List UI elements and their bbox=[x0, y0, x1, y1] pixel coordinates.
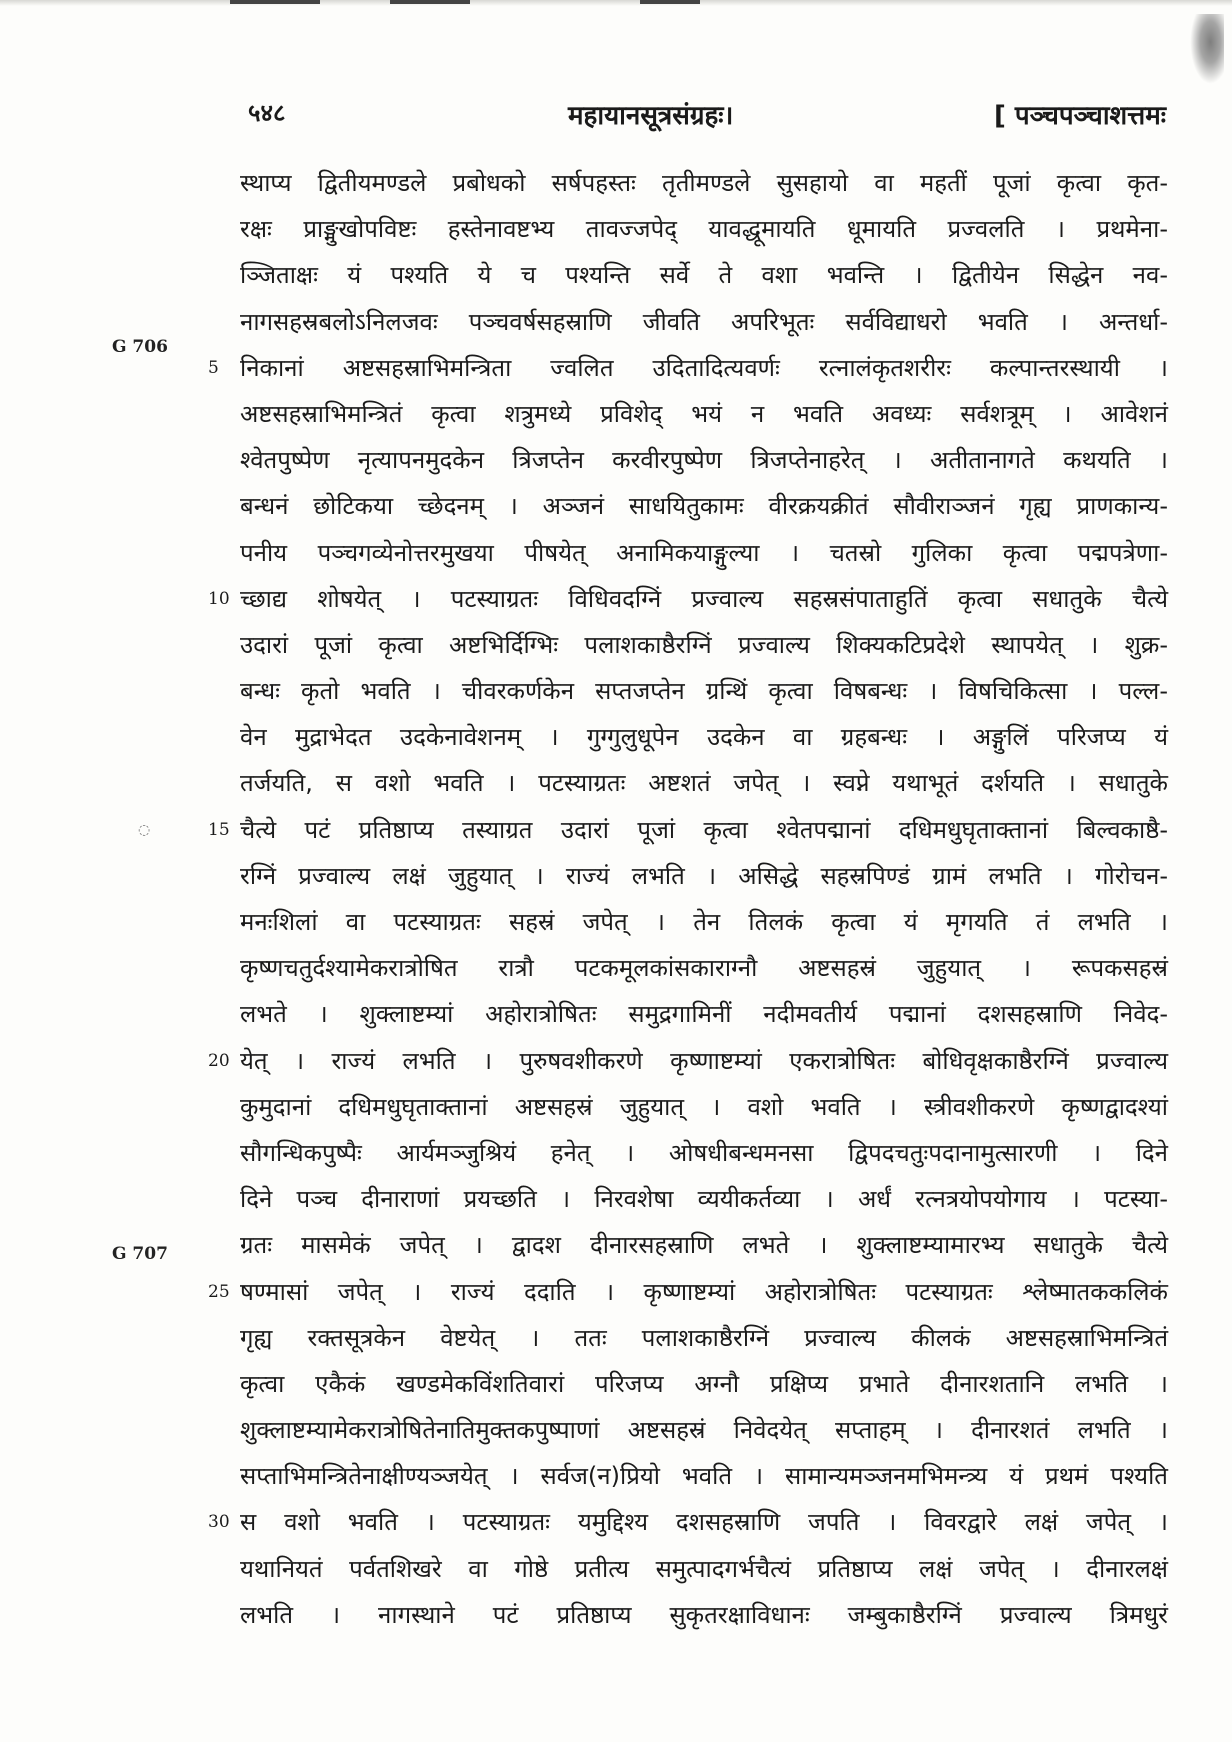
line-number: 5 bbox=[208, 357, 219, 378]
page-corner-stain bbox=[1190, 14, 1224, 84]
line-text: कृष्णचतुर्दश्यामेकरात्रोषित रात्रौ पटकमूलकांसकाराग्नौ अष्टसहस्रं जुहुयात् । रूपकसहस्रं bbox=[240, 954, 1168, 983]
line-text: चैत्ये पटं प्रतिष्ठाप्य तस्याग्रत उदारां पूजां कृत्वा श्वेतपद्मानां दधिमधुघृताक्तानां बिल्वकाष्ठै- bbox=[240, 815, 1168, 844]
line-text: रक्षः प्राङ्मुखोपविष्टः हस्तेनावष्टभ्य तावज्जपेद् यावद्धूमायति धूमायति प्रज्वलति । प्रथमेना- bbox=[240, 215, 1168, 244]
text-line bbox=[240, 391, 1168, 437]
scan-artifact bbox=[230, 0, 320, 4]
line-text: स वशो भवति । पटस्याग्रतः यमुद्दिश्य दशसहस्राणि जपति । विवरद्वारे लक्षं जपेत् । bbox=[240, 1508, 1168, 1537]
text-line bbox=[240, 1084, 1168, 1130]
text-line bbox=[240, 530, 1168, 576]
text-line bbox=[208, 576, 1168, 622]
text-line bbox=[240, 714, 1168, 760]
scan-artifact bbox=[640, 0, 700, 4]
margin-reference: G 706 bbox=[112, 337, 168, 357]
line-text: च्छाद्य शोषयेत् । पटस्याग्रतः विधिवदग्निं प्रज्वाल्य सहस्रसंपाताहुतिं कृत्वा सधातुके चैत्ये bbox=[240, 584, 1168, 613]
line-text: येत् । राज्यं लभति । पुरुषवशीकरणे कृष्णाष्टम्यां एकरात्रोषितः बोधिवृक्षकाष्ठैरग्निं प्रज्वाल्य bbox=[240, 1046, 1168, 1075]
running-title: महायानसूत्रसंग्रहः। bbox=[568, 101, 734, 131]
text-line bbox=[240, 853, 1168, 899]
line-text: स्थाप्य द्वितीयमण्डले प्रबोधको सर्षपहस्तः तृतीमण्डले सुसहायो वा महतीं पूजां कृत्वा कृत- bbox=[240, 169, 1168, 197]
line-text: दिने पञ्च दीनाराणां प्रयच्छति । निरवशेषा व्ययीकर्तव्या । अर्धं रत्नत्रयोपयोगाय । पटस्या- bbox=[240, 1185, 1168, 1214]
text-line bbox=[240, 206, 1168, 252]
line-text: शुक्लाष्टम्यामेकरात्रोषितेनातिमुक्तकपुष्पाणां अष्टसहस्रं निवेदयेत् सप्ताहम् । दीनारशतं लभति । bbox=[240, 1416, 1168, 1445]
text-line bbox=[208, 807, 1168, 853]
line-text: यथानियतं पर्वतशिखरे वा गोष्ठे प्रतीत्य समुत्पादगर्भचैत्यं प्रतिष्ठाप्य लक्षं जपेत् । दीनारलक्षं bbox=[240, 1554, 1168, 1583]
line-text: कुमुदानां दधिमधुघृताक्तानां अष्टसहस्रं जुहुयात् । वशो भवति । स्त्रीवशीकरणे कृष्णद्वादश्यां bbox=[240, 1092, 1168, 1121]
line-text: ग्रतः मासमेकं जपेत् । द्वादश दीनारसहस्राणि लभते । शुक्लाष्टम्यामारभ्य सधातुके चैत्ये bbox=[240, 1231, 1168, 1260]
line-number: 10 bbox=[208, 588, 230, 609]
line-number: 25 bbox=[208, 1281, 230, 1302]
text-line bbox=[208, 1269, 1168, 1315]
line-text: पनीय पञ्चगव्येनोत्तरमुखया पीषयेत् अनामिकयाङ्गुल्या । चतस्रो गुलिका कृत्वा पद्मपत्रेणा- bbox=[240, 538, 1168, 567]
line-text: वेन मुद्राभेदत उदकेनावेशनम् । गुग्गुलुधूपेन उदकेन वा ग्रहबन्धः । अङ्गुलिं परिजप्य यं bbox=[240, 723, 1168, 752]
line-text: अष्टसहस्राभिमन्त्रितं कृत्वा शत्रुमध्ये प्रविशेद् भयं न भवति अवध्यः सर्वशत्रूम् । आवेशनं bbox=[240, 399, 1168, 428]
body-text bbox=[208, 160, 1168, 1638]
text-line bbox=[208, 1038, 1168, 1084]
line-text: षण्मासां जपेत् । राज्यं ददाति । कृष्णाष्टम्यां अहोरात्रोषितः पटस्याग्रतः श्लेष्मातककलिकं bbox=[240, 1277, 1168, 1306]
section-title: [ पञ्चपञ्चाशत्तमः bbox=[994, 101, 1166, 131]
text-line bbox=[240, 1130, 1168, 1176]
line-text: लभते । शुक्लाष्टम्यां अहोरात्रोषितः समुद्रगामिनीं नदीमवतीर्य पद्मानां दशसहस्राणि निवेद- bbox=[240, 1000, 1168, 1029]
text-line bbox=[240, 437, 1168, 483]
line-number: 30 bbox=[208, 1512, 230, 1533]
text-line bbox=[240, 1222, 1168, 1268]
line-text: बन्धनं छोटिकया च्छेदनम् । अञ्जनं साधयितुकामः वीरक्रयक्रीतं सौवीराञ्जनं गृह्य प्राणकान्य- bbox=[240, 492, 1168, 521]
text-line bbox=[240, 1453, 1168, 1499]
text-line bbox=[240, 299, 1168, 345]
text-line bbox=[240, 1361, 1168, 1407]
text-line bbox=[240, 1592, 1168, 1638]
page-number: ५४८ bbox=[248, 99, 286, 127]
text-line bbox=[208, 345, 1168, 391]
text-line bbox=[208, 1499, 1168, 1545]
scan-artifact bbox=[390, 0, 470, 4]
page-header bbox=[248, 96, 1166, 140]
line-text: गृह्य रक्तसूत्रकेन वेष्टयेत् । ततः पलाशकाष्ठैरग्निं प्रज्वाल्य कीलकं अष्टसहस्राभिमन्त्रितं bbox=[240, 1323, 1168, 1352]
line-text: नागसहस्रबलोऽनिलजवः पञ्चवर्षसहस्राणि जीवति अपरिभूतः सर्वविद्याधरो भवति । अन्तर्धा- bbox=[240, 307, 1168, 336]
text-line bbox=[240, 668, 1168, 714]
text-line bbox=[240, 622, 1168, 668]
line-number: 15 bbox=[208, 819, 230, 840]
text-line bbox=[240, 945, 1168, 991]
line-text: लभति । नागस्थाने पटं प्रतिष्ठाप्य सुकृतरक्षाविधानः जम्बुकाष्ठैरग्निं प्रज्वाल्य त्रिमधुरं bbox=[240, 1600, 1168, 1629]
text-line bbox=[240, 252, 1168, 298]
line-text: सप्ताभिमन्त्रितेनाक्षीण्यञ्जयेत् । सर्वज(न)प्रियो भवति । सामान्यमञ्जनमभिमन्त्र्य यं प्रथमं पश्यति bbox=[240, 1462, 1168, 1491]
text-line bbox=[240, 1315, 1168, 1361]
line-text: श्वेतपुष्पेण नृत्यापनमुदकेन त्रिजप्तेन करवीरपुष्पेण त्रिजप्तेनाहरेत् । अतीतानागते कथयति । bbox=[240, 446, 1168, 475]
line-text: रग्निं प्रज्वाल्य लक्षं जुहुयात् । राज्यं लभति । असिद्धे सहस्रपिण्डं ग्रामं लभति । गोरोचन- bbox=[240, 861, 1168, 890]
line-text: निकानां अष्टसहस्राभिमन्त्रिता ज्वलित उदितादित्यवर्णः रत्नालंकृतशरीरः कल्पान्तरस्थायी । bbox=[240, 353, 1168, 382]
line-text: उदारां पूजां कृत्वा अष्टभिर्दिग्भिः पलाशकाष्ठैरग्निं प्रज्वाल्य शिक्यकटिप्रदेशे स्थापयेत् । शुक्र- bbox=[240, 630, 1168, 659]
text-line bbox=[240, 1546, 1168, 1592]
scan-edge bbox=[0, 0, 1232, 6]
line-text: मनःशिलां वा पटस्याग्रतः सहस्रं जपेत् । तेन तिलकं कृत्वा यं मृगयति तं लभति । bbox=[240, 908, 1168, 936]
text-line bbox=[240, 483, 1168, 529]
scan-speck: ◌ bbox=[138, 822, 151, 838]
margin-reference: G 707 bbox=[112, 1244, 168, 1264]
line-text: बन्धः कृतो भवति । चीवरकर्णकेन सप्तजप्तेन ग्रन्थिं कृत्वा विषबन्धः । विषचिकित्सा । पल्ल- bbox=[240, 677, 1168, 706]
text-line bbox=[240, 899, 1168, 945]
text-line bbox=[240, 991, 1168, 1037]
line-number: 20 bbox=[208, 1050, 230, 1071]
line-text: ञ्जिताक्षः यं पश्यति ये च पश्यन्ति सर्वे ते वशा भवन्ति । द्वितीयेन सिद्धेन नव- bbox=[240, 261, 1168, 290]
line-text: सौगन्धिकपुष्पैः आर्यमञ्जुश्रियं हनेत् । ओषधीबन्धमनसा द्विपदचतुःपदानामुत्सारणी । दिने bbox=[240, 1138, 1168, 1167]
line-text: तर्जयति, स वशो भवति । पटस्याग्रतः अष्टशतं जपेत् । स्वप्ने यथाभूतं दर्शयति । सधातुके bbox=[240, 769, 1168, 798]
text-line bbox=[240, 760, 1168, 806]
line-text: कृत्वा एकैकं खण्डमेकविंशतिवारां परिजप्य अग्नौ प्रक्षिप्य प्रभाते दीनारशतानि लभति । bbox=[240, 1369, 1168, 1398]
text-line bbox=[240, 1407, 1168, 1453]
text-line bbox=[240, 1176, 1168, 1222]
text-line bbox=[240, 160, 1168, 206]
